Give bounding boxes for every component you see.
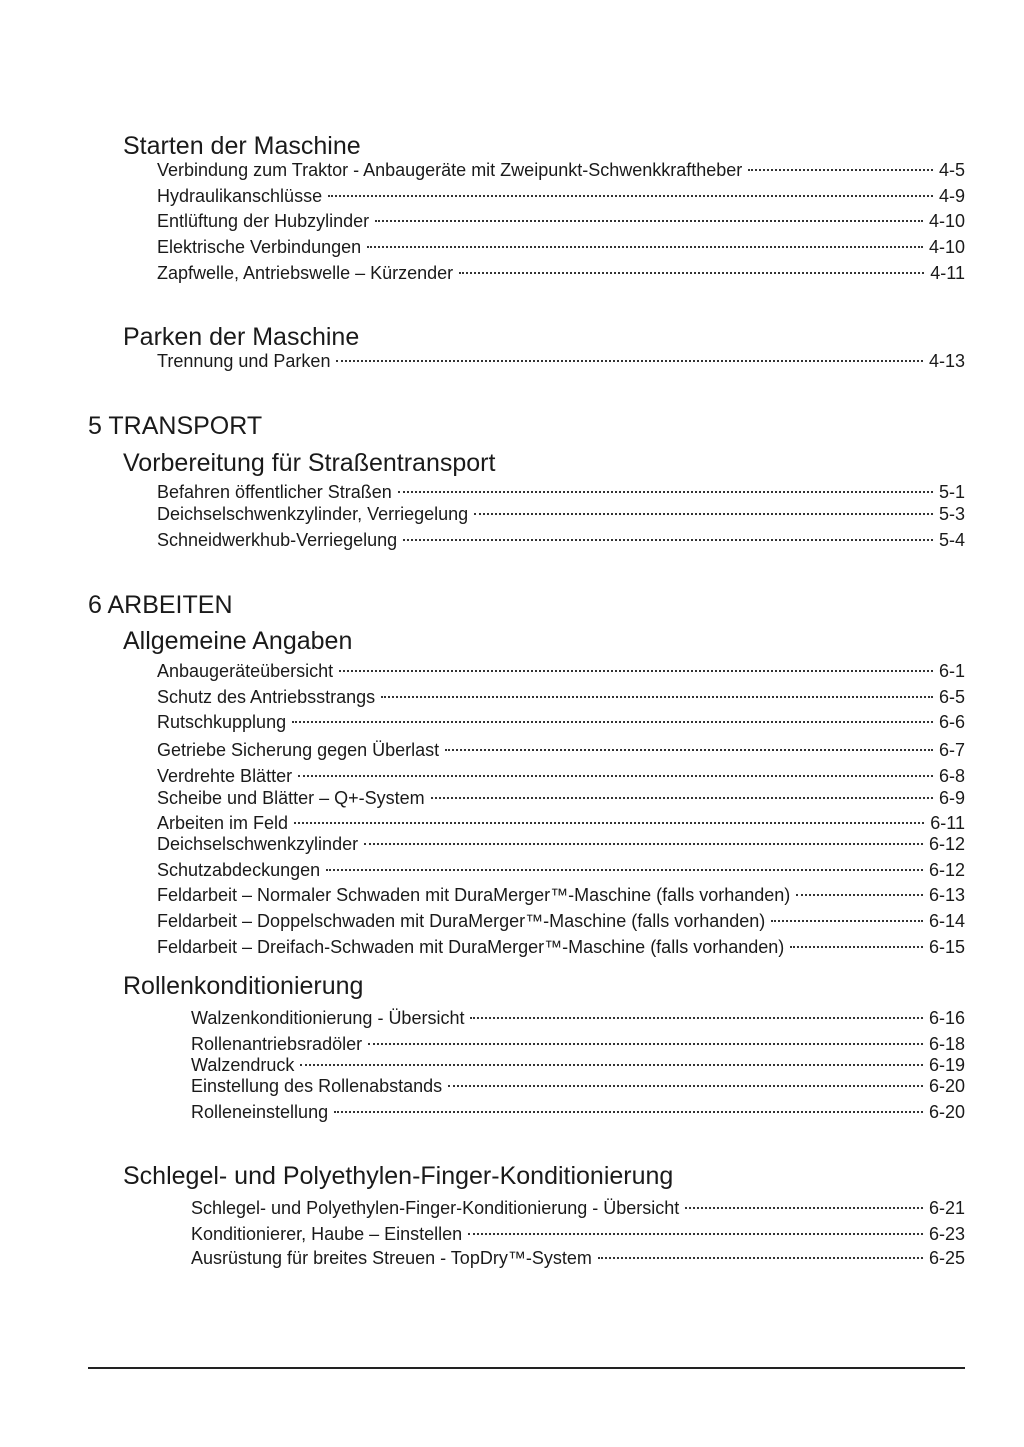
dot-leader [474, 513, 933, 515]
toc-entry-label: Hydraulikanschlüsse [157, 186, 323, 206]
toc-entry-page: 5-4 [938, 530, 965, 550]
toc-entry-page: 4-11 [930, 263, 965, 283]
toc-entry-label: Getriebe Sicherung gegen Überlast [157, 740, 440, 760]
toc-entry-label: Scheibe und Blätter – Q+-System [157, 788, 425, 808]
toc-entry[interactable] [157, 503, 965, 525]
toc-entry[interactable] [191, 1101, 965, 1123]
dot-leader [796, 894, 923, 896]
toc-entry-label: Rutschkupplung [157, 712, 287, 732]
toc-entry-page: 6-9 [938, 788, 965, 808]
toc-entry-page: 6-20 [928, 1076, 965, 1096]
dot-leader [445, 749, 933, 751]
toc-entry-page: 6-1 [938, 661, 965, 681]
toc-entry[interactable] [157, 686, 965, 708]
toc-entry[interactable] [191, 1197, 965, 1219]
dot-leader [328, 195, 933, 197]
toc-entry[interactable] [157, 185, 965, 207]
toc-entry[interactable] [191, 1247, 965, 1269]
toc-entry-label: Walzendruck [191, 1055, 295, 1075]
dot-leader [790, 946, 923, 948]
dot-leader [685, 1207, 923, 1209]
dot-leader [468, 1233, 923, 1235]
section-heading-vorbereitung: Vorbereitung für Straßentransport [123, 449, 496, 477]
dot-leader [431, 797, 933, 799]
toc-entry-label: Elektrische Verbindungen [157, 237, 362, 257]
toc-entry-label: Feldarbeit – Dreifach-Schwaden mit DuraMerger™-Maschine (falls vorhanden) [157, 937, 785, 957]
dot-leader [748, 169, 933, 171]
toc-entry-label: Deichselschwenkzylinder [157, 834, 359, 854]
toc-entry-label: Feldarbeit – Normaler Schwaden mit DuraMerger™-Maschine (falls vorhanden) [157, 885, 791, 905]
toc-entry[interactable] [157, 236, 965, 258]
dot-leader [368, 1043, 923, 1045]
toc-entry[interactable] [157, 481, 965, 503]
toc-entry-label: Konditionierer, Haube – Einstellen [191, 1224, 463, 1244]
toc-entry-label: Verdrehte Blätter [157, 766, 293, 786]
dot-leader [598, 1257, 923, 1259]
toc-entry-label: Befahren öffentlicher Straßen [157, 482, 392, 502]
toc-entry-label: Deichselschwenkzylinder, Verriegelung [157, 504, 469, 524]
dot-leader [294, 822, 924, 824]
dot-leader [326, 869, 923, 871]
dot-leader [336, 360, 923, 362]
dot-leader [339, 670, 933, 672]
toc-entry-page: 6-20 [928, 1102, 965, 1122]
toc-entry-label: Entlüftung der Hubzylinder [157, 211, 370, 231]
toc-entry[interactable] [157, 210, 965, 232]
toc-entry[interactable] [191, 1054, 965, 1076]
toc-entry-label: Feldarbeit – Doppelschwaden mit DuraMerger™-Maschine (falls vorhanden) [157, 911, 766, 931]
dot-leader [292, 721, 933, 723]
dot-leader [298, 775, 933, 777]
toc-entry[interactable] [157, 660, 965, 682]
toc-entry-page: 6-25 [928, 1248, 965, 1268]
toc-entry-page: 6-13 [928, 885, 965, 905]
toc-entry-label: Einstellung des Rollenabstands [191, 1076, 443, 1096]
toc-entry-page: 6-8 [938, 766, 965, 786]
dot-leader [300, 1064, 923, 1066]
chapter-heading-5: 5 TRANSPORT [88, 412, 263, 440]
toc-entry-page: 5-1 [938, 482, 965, 502]
toc-entry[interactable] [157, 859, 965, 881]
toc-entry[interactable] [191, 1007, 965, 1029]
toc-entry[interactable] [157, 884, 965, 906]
toc-entry-page: 6-15 [928, 937, 965, 957]
dot-leader [375, 220, 923, 222]
dot-leader [367, 246, 923, 248]
toc-entry-page: 6-16 [928, 1008, 965, 1028]
footer-rule [88, 1367, 965, 1369]
toc-entry[interactable] [157, 739, 965, 761]
dot-leader [470, 1017, 923, 1019]
dot-leader [771, 920, 923, 922]
toc-entry[interactable] [157, 765, 965, 787]
section-heading-parken: Parken der Maschine [123, 323, 360, 351]
toc-entry[interactable] [157, 833, 965, 855]
toc-entry-page: 6-12 [928, 860, 965, 880]
toc-entry[interactable] [157, 910, 965, 932]
toc-entry[interactable] [157, 529, 965, 551]
toc-entry-page: 6-6 [938, 712, 965, 732]
toc-entry-page: 6-23 [928, 1224, 965, 1244]
toc-entry-page: 4-10 [928, 237, 965, 257]
dot-leader [403, 539, 933, 541]
toc-entry-label: Verbindung zum Traktor - Anbaugeräte mit Zweipunkt-Schwenkkraftheber [157, 160, 743, 180]
section-heading-starten: Starten der Maschine [123, 132, 361, 160]
toc-entry-page: 6-5 [938, 687, 965, 707]
section-heading-rollen: Rollenkonditionierung [123, 972, 364, 1000]
toc-entry-page: 6-21 [928, 1198, 965, 1218]
toc-entry[interactable] [191, 1075, 965, 1097]
toc-entry[interactable] [157, 787, 965, 809]
chapter-heading-6: 6 ARBEITEN [88, 591, 233, 619]
toc-entry-page: 4-9 [938, 186, 965, 206]
toc-entry[interactable] [157, 159, 965, 181]
dot-leader [381, 696, 933, 698]
toc-entry-page: 4-5 [938, 160, 965, 180]
toc-entry-label: Walzenkonditionierung - Übersicht [191, 1008, 465, 1028]
toc-entry[interactable] [157, 262, 965, 284]
toc-entry[interactable] [191, 1033, 965, 1055]
toc-entry-label: Schlegel- und Polyethylen-Finger-Konditionierung - Übersicht [191, 1198, 680, 1218]
toc-entry-page: 6-19 [928, 1055, 965, 1075]
toc-entry-label: Zapfwelle, Antriebswelle – Kürzender [157, 263, 454, 283]
toc-entry-label: Schutzabdeckungen [157, 860, 321, 880]
section-heading-allgemein: Allgemeine Angaben [123, 627, 353, 655]
dot-leader [448, 1085, 923, 1087]
toc-entry-page: 6-11 [930, 813, 965, 833]
toc-entry-page: 4-13 [928, 351, 965, 371]
toc-entry-label: Schutz des Antriebsstrangs [157, 687, 376, 707]
dot-leader [398, 491, 933, 493]
toc-entry[interactable] [157, 812, 965, 834]
toc-entry-page: 6-7 [938, 740, 965, 760]
dot-leader [364, 843, 923, 845]
toc-entry-label: Rolleneinstellung [191, 1102, 329, 1122]
dot-leader [459, 272, 924, 274]
toc-entry-page: 6-18 [928, 1034, 965, 1054]
toc-entry-page: 6-12 [928, 834, 965, 854]
toc-entry[interactable] [157, 936, 965, 958]
toc-entry[interactable] [191, 1223, 965, 1245]
toc-entry-label: Ausrüstung für breites Streuen - TopDry™-System [191, 1248, 592, 1268]
toc-entry-label: Schneidwerkhub-Verriegelung [157, 530, 398, 550]
section-heading-schlegel: Schlegel- und Polyethylen-Finger-Konditionierung [123, 1162, 674, 1190]
dot-leader [334, 1111, 923, 1113]
toc-entry-page: 4-10 [928, 211, 965, 231]
toc-entry-label: Trennung und Parken [157, 351, 331, 371]
toc-entry[interactable] [157, 711, 965, 733]
toc-entry-label: Arbeiten im Feld [157, 813, 289, 833]
toc-entry-label: Rollenantriebsradöler [191, 1034, 363, 1054]
toc-entry-page: 5-3 [938, 504, 965, 524]
toc-entry-label: Anbaugeräteübersicht [157, 661, 334, 681]
toc-entry-page: 6-14 [928, 911, 965, 931]
toc-entry[interactable] [157, 350, 965, 372]
